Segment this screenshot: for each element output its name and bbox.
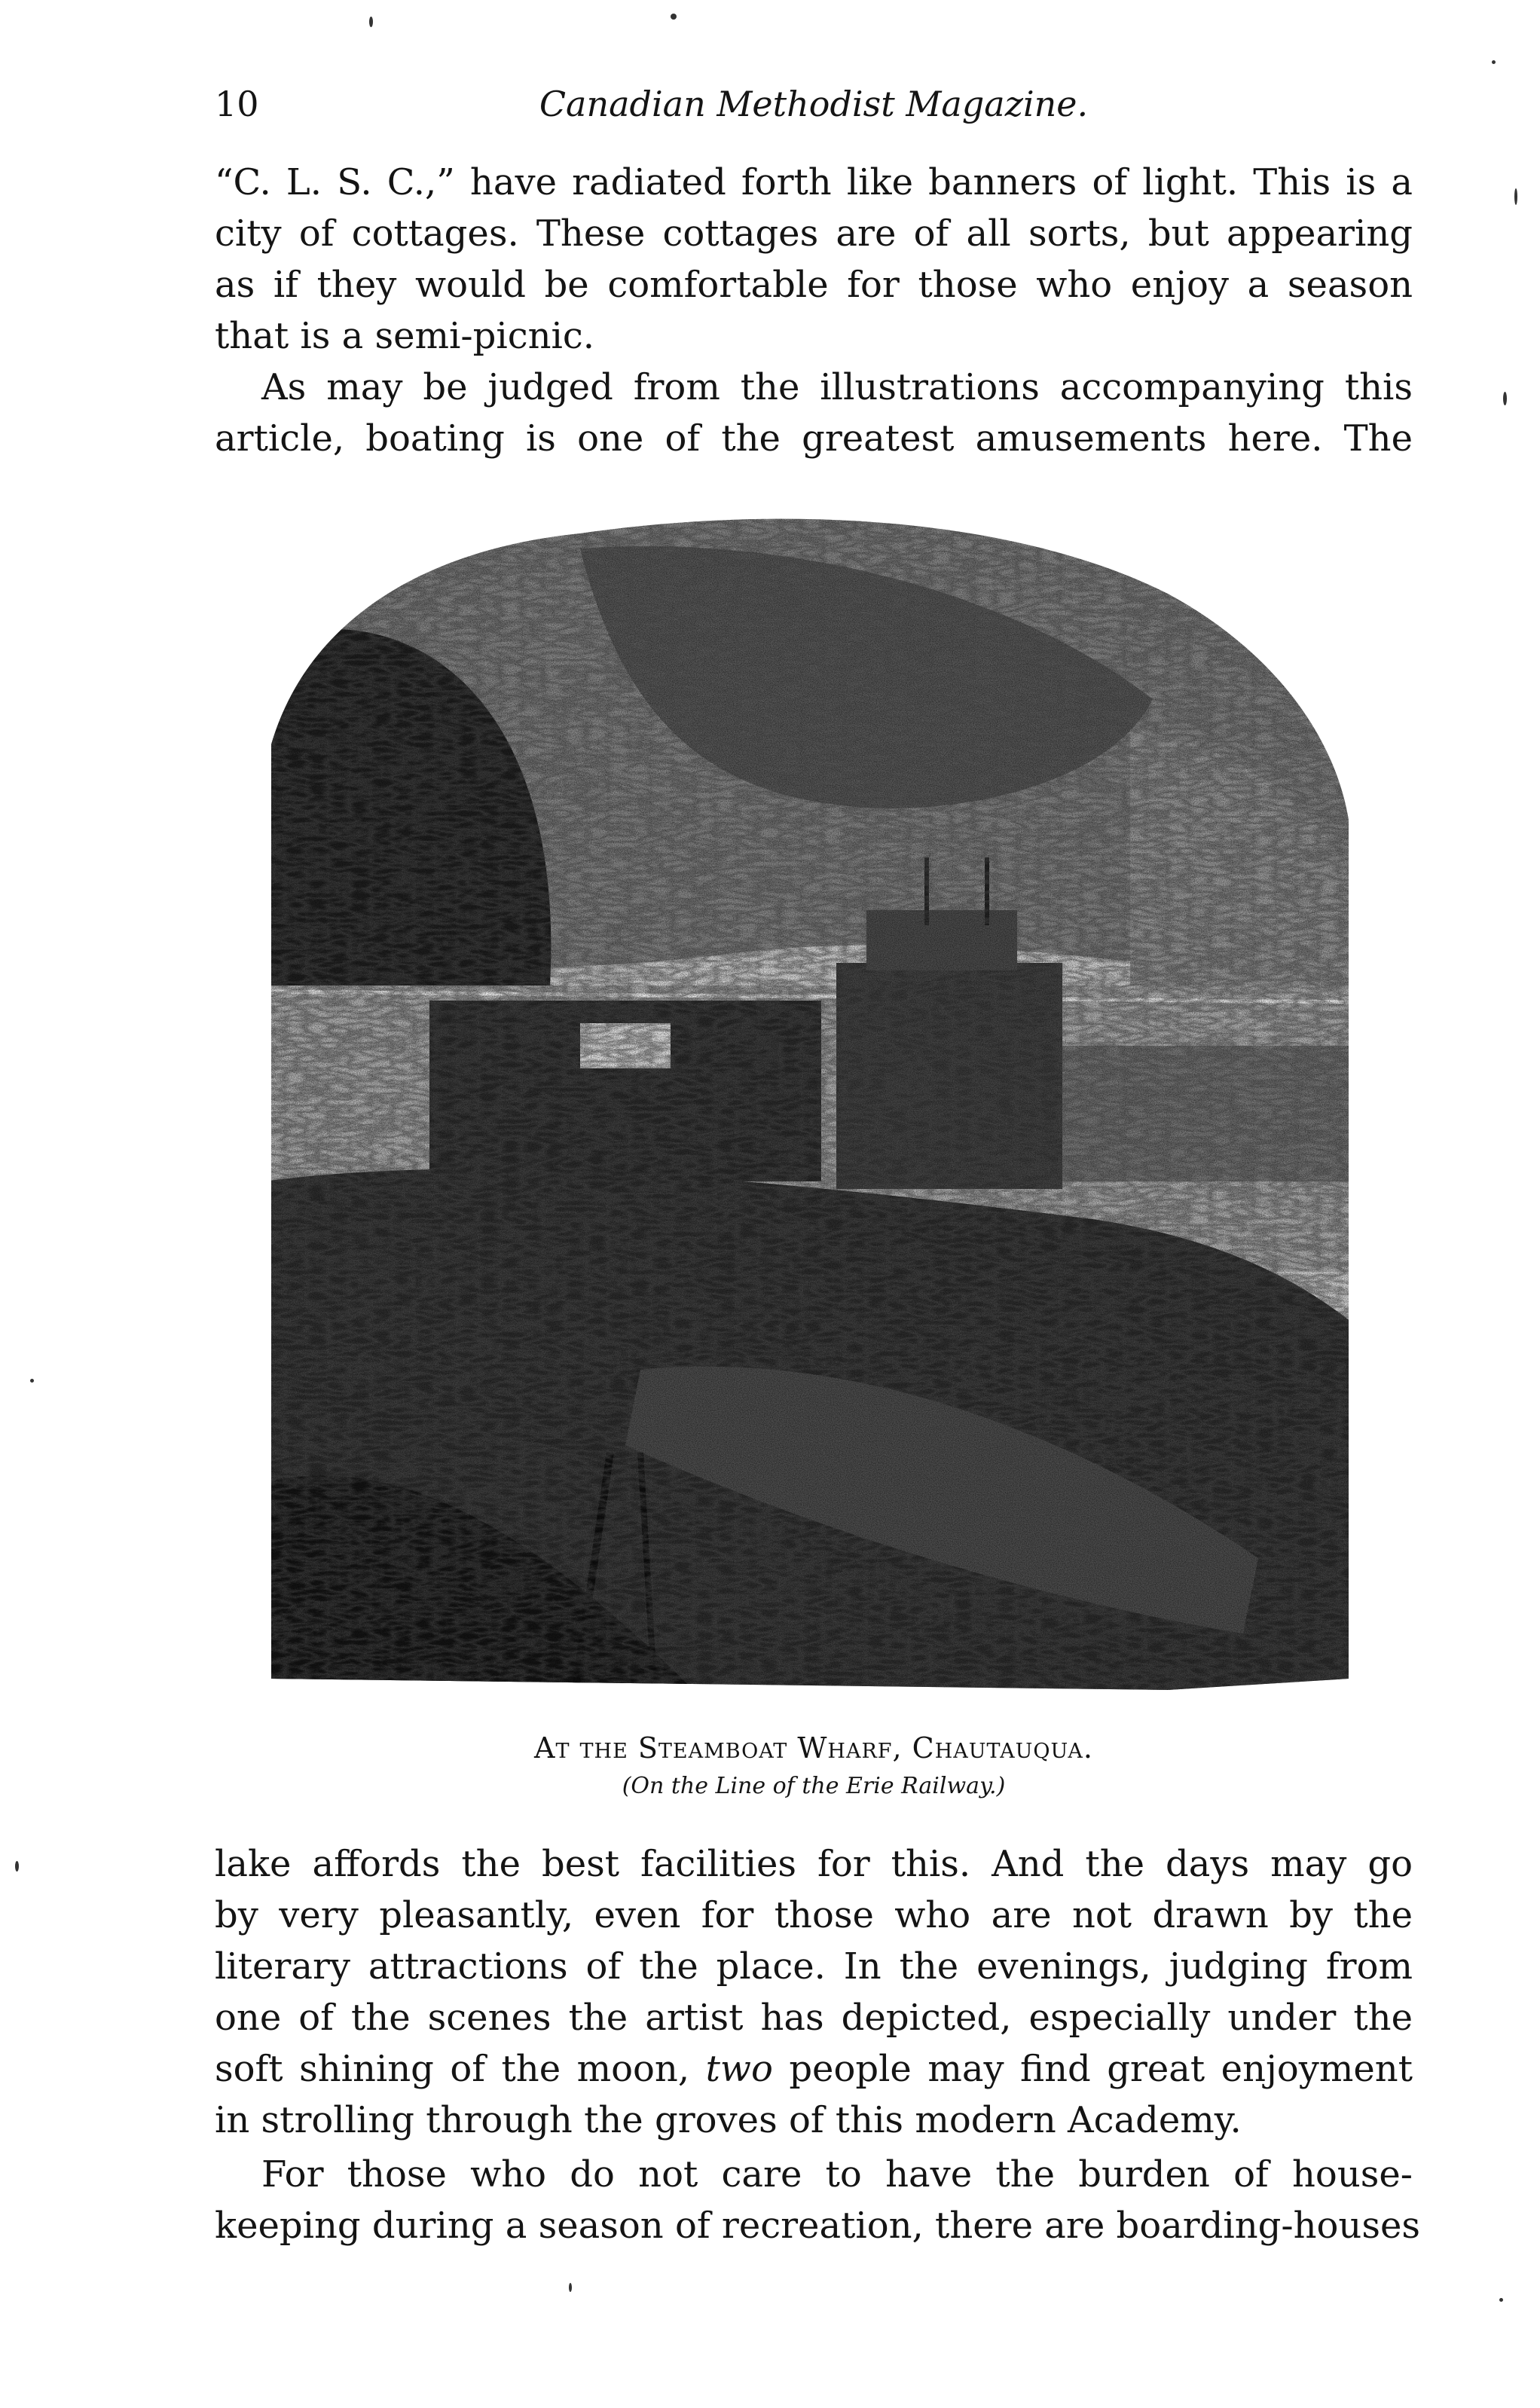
text-line: keeping during a season of recreation, there are boarding-houses — [215, 2205, 1421, 2247]
text-line: lake affords the best facilities for this. And the days may go — [215, 1843, 1413, 1885]
text-line: article, boating is one of the greatest amusements here. The — [215, 417, 1413, 460]
steamboat-wharf-engraving — [264, 503, 1364, 1713]
text-line: “C. L. S. C.,” have radiated forth like banners of light. This is a — [215, 161, 1413, 203]
text-line — [215, 2043, 1413, 2095]
text-line: city of cottages. These cottages are of all sorts, but appearing — [215, 212, 1413, 255]
paragraph-4 — [215, 2149, 1421, 2251]
scan-speck — [671, 14, 677, 20]
text-line: As may be judged from the illustrations accompanying this — [261, 366, 1413, 408]
scan-speck — [1499, 2298, 1503, 2302]
text-line: as if they would be comfortable for those who enjoy a season — [215, 264, 1413, 306]
scan-speck — [369, 17, 373, 27]
paragraph-2 — [215, 362, 1413, 464]
text-line: by very pleasantly, even for those who are not drawn by the — [215, 1894, 1413, 1936]
page-header — [215, 74, 1413, 134]
scan-speck — [1492, 60, 1496, 64]
text-run: soft shining of the moon, — [215, 2048, 706, 2090]
caption-title-text: At the Steamboat Wharf, Chautauqua. — [534, 1731, 1093, 1765]
engraving-illustration — [264, 503, 1364, 1713]
text-line: one of the scenes the artist has depicted, especially under the — [215, 1997, 1413, 2039]
emphasis-two: two — [705, 2048, 773, 2090]
figure-caption-title — [215, 1729, 1413, 1768]
text-line: For those who do not care to have the burden of house- — [261, 2153, 1413, 2196]
paragraph-3 — [215, 1838, 1413, 2146]
text-line: that is a semi-picnic. — [215, 315, 594, 357]
scan-speck — [569, 2283, 572, 2292]
text-line: in strolling through the groves of this modern Academy. — [215, 2099, 1242, 2141]
scan-speck — [30, 1379, 34, 1383]
scan-speck — [15, 1861, 19, 1872]
text-run: people may find great enjoyment — [772, 2048, 1413, 2090]
text-line: literary attractions of the place. In the evenings, judging from — [215, 1945, 1413, 1988]
page-number: 10 — [215, 84, 259, 124]
scan-speck — [1503, 392, 1507, 405]
scan-speck — [1514, 188, 1517, 205]
figure-caption-subtitle: (On the Line of the Erie Railway.) — [622, 1773, 1006, 1799]
running-title: Canadian Methodist Magazine. — [539, 84, 1089, 124]
paragraph-1 — [215, 157, 1413, 362]
